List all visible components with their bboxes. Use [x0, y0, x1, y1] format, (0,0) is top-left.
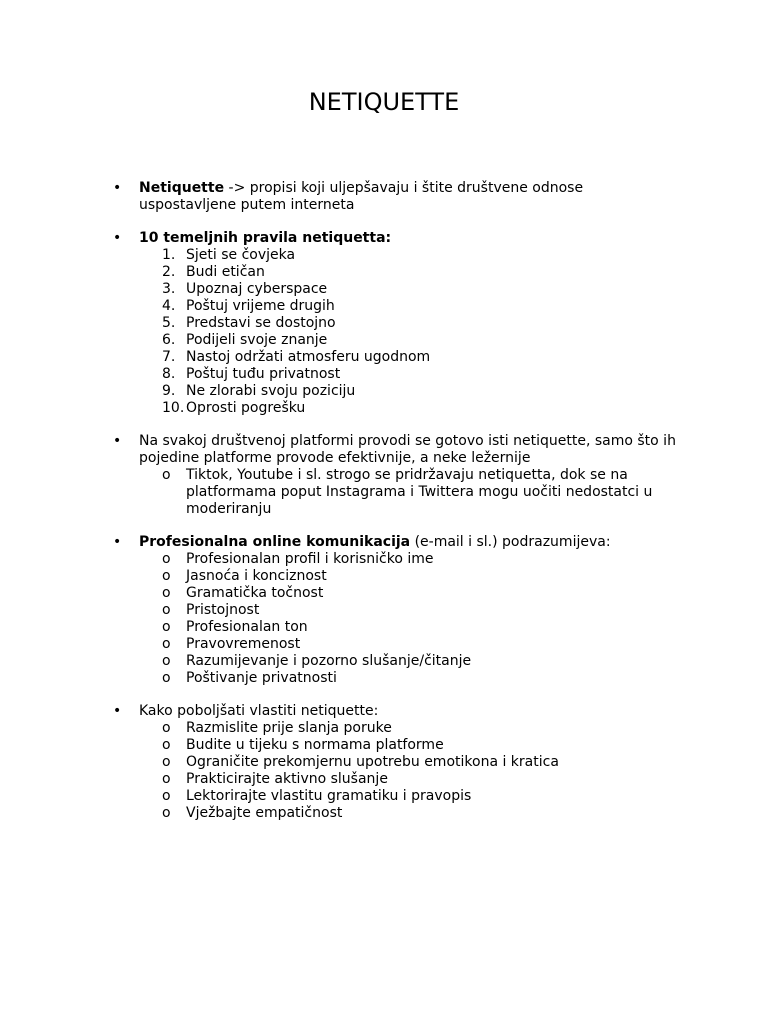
- section-netiquette-definition: [0, 180, 768, 214]
- circle-bullet-icon: o: [162, 636, 171, 652]
- list-item: o Budite u tijeku s normama platforme: [162, 737, 444, 753]
- professional-heading: Profesionalna online komunikacija (e-mail i sl.) podrazumijeva:: [139, 534, 611, 550]
- list-item: 5. Predstavi se dostojno: [162, 315, 336, 331]
- definition-rest: -> propisi koji uljepšavaju i štite društvene odnose uspostavljene putem interneta: [139, 180, 584, 213]
- bullet-icon: •: [113, 703, 122, 719]
- list-number: 8.: [162, 366, 176, 382]
- list-number: 7.: [162, 349, 176, 365]
- circle-bullet-icon: o: [162, 602, 171, 618]
- circle-bullet-icon: o: [162, 585, 171, 601]
- definition-text: [139, 180, 679, 214]
- improve-list: [0, 720, 768, 822]
- rules-list: [0, 247, 768, 417]
- page-title: NETIQUETTE: [308, 88, 460, 116]
- bullet-icon: •: [113, 534, 122, 550]
- list-item: 3. Upoznaj cyberspace: [162, 281, 328, 297]
- circle-bullet-icon: o: [162, 754, 171, 770]
- document-body: [0, 180, 768, 838]
- circle-bullet-icon: o: [162, 737, 171, 753]
- improve-heading: Kako poboljšati vlastiti netiquette:: [139, 703, 379, 719]
- rules-heading: 10 temeljnih pravila netiquetta:: [139, 230, 392, 246]
- bullet-icon: •: [113, 433, 122, 449]
- circle-bullet-icon: o: [162, 805, 171, 821]
- list-item: o Jasnoća i konciznost: [162, 568, 327, 584]
- circle-bullet-icon: o: [162, 568, 171, 584]
- list-number: 10.: [162, 400, 185, 416]
- list-number: 5.: [162, 315, 176, 331]
- list-item: 10. Oprosti pogrešku: [162, 400, 306, 416]
- list-item: 9. Ne zlorabi svoju poziciju: [162, 383, 356, 399]
- circle-bullet-icon: o: [162, 788, 171, 804]
- list-item: 6. Podijeli svoje znanje: [162, 332, 328, 348]
- list-item: o Pristojnost: [162, 602, 260, 618]
- list-number: 9.: [162, 383, 176, 399]
- section-ten-rules: [0, 230, 768, 417]
- list-number: 2.: [162, 264, 176, 280]
- bullet-icon: •: [113, 180, 122, 196]
- list-item: o Profesionalan profil i korisničko ime: [162, 551, 434, 567]
- list-item: o Lektorirajte vlastitu gramatiku i pravopis: [162, 788, 472, 804]
- list-item: o Ograničite prekomjernu upotrebu emotikona i kratica: [162, 754, 559, 770]
- circle-bullet-icon: o: [162, 551, 171, 567]
- list-item: 2. Budi etičan: [162, 264, 265, 280]
- list-number: 1.: [162, 247, 176, 263]
- list-item: 1. Sjeti se čovjeka: [162, 247, 296, 263]
- section-improve-netiquette: [0, 703, 768, 822]
- circle-bullet-icon: o: [162, 670, 171, 686]
- list-item: 7. Nastoj održati atmosferu ugodnom: [162, 349, 431, 365]
- list-item: o Profesionalan ton: [162, 619, 308, 635]
- circle-bullet-icon: o: [162, 720, 171, 736]
- platforms-text: Na svakoj društvenoj platformi provodi se gotovo isti netiquette, samo što ih pojedine platforme provode efektivnije, a neke ležernije: [139, 433, 676, 466]
- list-item: 8. Poštuj tuđu privatnost: [162, 366, 341, 382]
- list-item: o Razumijevanje i pozorno slušanje/čitanje: [162, 653, 472, 669]
- list-item: o Vježbajte empatičnost: [162, 805, 343, 821]
- list-item: 4. Poštuj vrijeme drugih: [162, 298, 335, 314]
- list-item: o Razmislite prije slanja poruke: [162, 720, 392, 736]
- circle-bullet-icon: o: [162, 467, 171, 483]
- bullet-icon: •: [113, 230, 122, 246]
- list-item: o Gramatička točnost: [162, 585, 324, 601]
- list-number: 3.: [162, 281, 176, 297]
- list-number: 4.: [162, 298, 176, 314]
- list-item: o Poštivanje privatnosti: [162, 670, 337, 686]
- circle-bullet-icon: o: [162, 619, 171, 635]
- section-platforms: [0, 433, 768, 518]
- circle-bullet-icon: o: [162, 771, 171, 787]
- professional-list: [0, 551, 768, 687]
- list-item: o Prakticirajte aktivno slušanje: [162, 771, 388, 787]
- section-professional-communication: [0, 534, 768, 687]
- list-item: o Pravovremenost: [162, 636, 301, 652]
- list-item: o Tiktok, Youtube i sl. strogo se pridržavaju netiquetta, dok se na platformama poput Instagrama i Twittera mogu uočiti nedostatci u moderiranju: [162, 467, 653, 517]
- platforms-list: [0, 467, 768, 518]
- list-number: 6.: [162, 332, 176, 348]
- term-bold: Netiquette: [139, 180, 225, 196]
- circle-bullet-icon: o: [162, 653, 171, 669]
